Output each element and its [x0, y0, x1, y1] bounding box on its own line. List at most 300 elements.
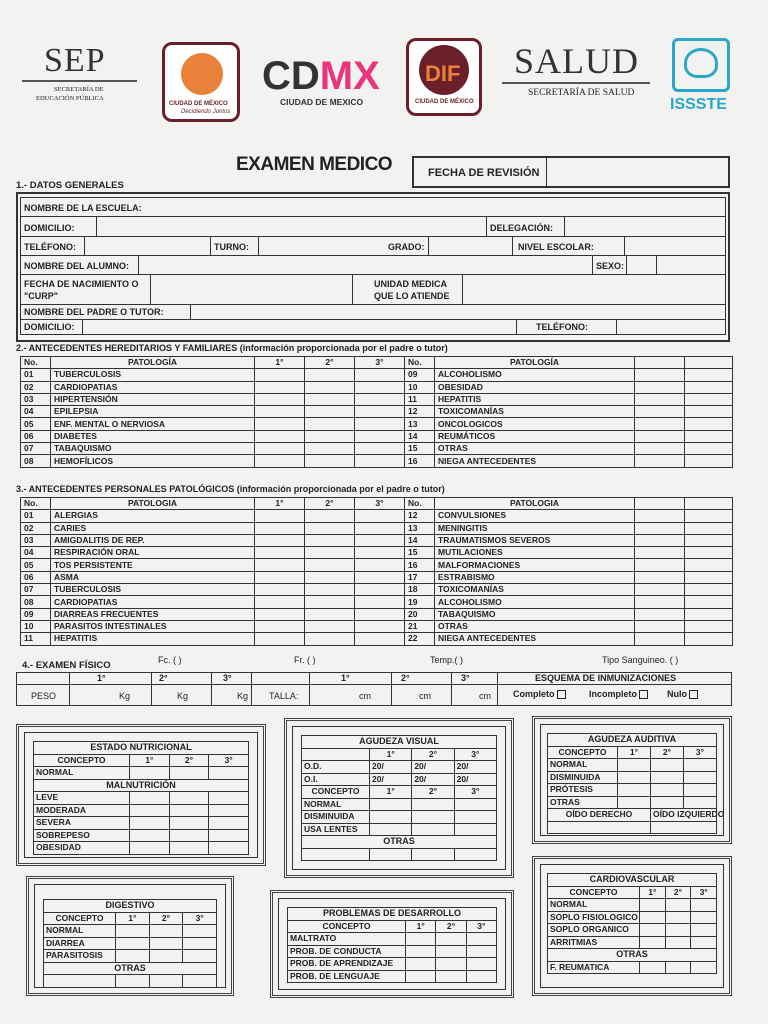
checkbox-cell[interactable] — [635, 510, 685, 522]
table-cell: DISMINUIDA — [548, 771, 618, 784]
checkbox-cell[interactable] — [169, 792, 209, 805]
list-item — [548, 936, 717, 949]
checkbox-cell[interactable] — [635, 596, 685, 608]
table-cell: TABAQUISMO — [51, 443, 255, 455]
checkbox-cell[interactable] — [691, 899, 717, 912]
hands-icon — [684, 48, 718, 78]
checkbox-cell[interactable] — [255, 522, 305, 534]
checkbox-cell[interactable] — [355, 455, 405, 467]
telefono-label: TELÉFONO: — [24, 242, 76, 252]
table-cell: OTRAS — [435, 443, 635, 455]
checkbox-cell[interactable] — [466, 933, 496, 946]
checkbox-cell[interactable] — [640, 924, 666, 937]
checkbox-cell[interactable] — [183, 950, 217, 963]
sep-logo-text: SEP — [44, 42, 106, 79]
checkbox-cell[interactable] — [691, 936, 717, 949]
checkbox-cell[interactable] — [130, 842, 170, 855]
table-cell: 21 — [405, 620, 435, 632]
checkbox-cell[interactable] — [685, 547, 733, 559]
list-item — [34, 829, 249, 842]
checkbox-cell[interactable] — [255, 620, 305, 632]
list-item — [302, 798, 497, 811]
checkbox-cell[interactable] — [355, 381, 405, 393]
table-cell: CARDIOPATIAS — [51, 381, 255, 393]
checkbox-cell[interactable] — [355, 547, 405, 559]
checkbox-cell[interactable] — [255, 608, 305, 620]
table-cell: NORMAL — [302, 798, 370, 811]
checkbox-cell[interactable] — [635, 455, 685, 467]
list-item — [44, 925, 217, 938]
checkbox-cell[interactable] — [685, 381, 733, 393]
table-cell: 04 — [21, 547, 51, 559]
table-cell: 13 — [405, 522, 435, 534]
nivel-escolar-label: NIVEL ESCOLAR: — [518, 242, 594, 252]
checkbox-cell[interactable] — [355, 596, 405, 608]
checkbox-cell[interactable] — [635, 608, 685, 620]
table-cell: 03 — [21, 393, 51, 405]
cdmx-seal-logo: CIUDAD DE MÉXICO Decidiendo Juntos — [162, 42, 240, 122]
checkbox-cell[interactable] — [209, 792, 249, 805]
checkbox-cell[interactable] — [305, 547, 355, 559]
checkbox-cell[interactable] — [412, 811, 454, 824]
checkbox-cell[interactable] — [466, 945, 496, 958]
checkbox-cell[interactable] — [436, 933, 466, 946]
checkbox-cell[interactable] — [355, 584, 405, 596]
table-cell: PROB. DE APRENDIZAJE — [288, 958, 406, 971]
checkbox-cell[interactable] — [685, 418, 733, 430]
checkbox-cell[interactable] — [255, 393, 305, 405]
section-2-title: 2.- ANTECEDENTES HEREDITARIOS Y FAMILIARES (información proporcionada por el padre o tutor) — [16, 343, 448, 353]
list-item — [288, 933, 497, 946]
checkbox-cell[interactable] — [355, 571, 405, 583]
table-cell: NORMAL — [44, 925, 116, 938]
checkbox-cell[interactable] — [305, 608, 355, 620]
checkbox-cell[interactable] — [209, 829, 249, 842]
checkbox-cell[interactable] — [684, 784, 717, 797]
checkbox-cell[interactable] — [355, 430, 405, 442]
table-cell: MALTRATO — [288, 933, 406, 946]
table-cell: 08 — [21, 455, 51, 467]
checkbox-cell[interactable] — [665, 899, 691, 912]
checkbox-cell[interactable] — [635, 559, 685, 571]
checkbox-cell[interactable] — [691, 924, 717, 937]
table-row — [21, 571, 733, 583]
table-cell: SOPLO ORGANICO — [548, 924, 640, 937]
checkbox-cell[interactable] — [635, 571, 685, 583]
unidad-medica-label: UNIDAD MEDICA — [374, 279, 447, 289]
checkbox-cell[interactable] — [651, 796, 684, 809]
table-cell: 09 — [405, 369, 435, 381]
delegacion-label: DELEGACIÓN: — [490, 223, 553, 233]
table-cell: DIARREA — [44, 937, 116, 950]
table-cell: 13 — [405, 418, 435, 430]
checkbox-cell[interactable] — [255, 534, 305, 546]
estado-nutricional-box — [16, 724, 266, 866]
table-cell: CONVULSIONES — [435, 510, 635, 522]
checkbox-cell[interactable] — [169, 842, 209, 855]
table-cell: 16 — [405, 455, 435, 467]
list-item — [288, 970, 497, 983]
escuela-label: NOMBRE DE LA ESCUELA: — [24, 203, 142, 213]
checkbox-cell[interactable] — [685, 608, 733, 620]
section-4-title: 4.- EXAMEN FÍSICO — [22, 660, 111, 671]
table-row — [21, 559, 733, 571]
table-cell: 20 — [405, 608, 435, 620]
table-cell: 07 — [21, 443, 51, 455]
checkbox-cell[interactable] — [635, 443, 685, 455]
checkbox-cell[interactable] — [635, 369, 685, 381]
completo-checkbox[interactable]: Completo — [513, 689, 566, 699]
checkbox-cell[interactable] — [169, 829, 209, 842]
checkbox-cell[interactable] — [183, 925, 217, 938]
table-cell: ENF. MENTAL O NERVIOSA — [51, 418, 255, 430]
checkbox-cell[interactable] — [305, 620, 355, 632]
checkbox-cell[interactable] — [149, 925, 183, 938]
checkbox-cell[interactable] — [466, 970, 496, 983]
table-cell: AMIGDALITIS DE REP. — [51, 534, 255, 546]
checkbox-cell[interactable] — [665, 911, 691, 924]
table-cell: RESPIRACIÓN ORAL — [51, 547, 255, 559]
digestivo-box — [26, 876, 234, 996]
nulo-checkbox[interactable]: Nulo — [667, 689, 698, 699]
checkbox-cell[interactable] — [305, 406, 355, 418]
checkbox-cell[interactable] — [436, 945, 466, 958]
temp-label: Temp.( ) — [430, 655, 464, 665]
checkbox-cell[interactable] — [130, 792, 170, 805]
salud-logo: SALUD SECRETARÍA DE SALUD — [502, 36, 652, 106]
table-cell: PARASITOSIS — [44, 950, 116, 963]
table-cell: PARASITOS INTESTINALES — [51, 620, 255, 632]
table-cell: MALFORMACIONES — [435, 559, 635, 571]
checkbox-cell[interactable] — [454, 823, 496, 836]
sexo-label: SEXO: — [596, 261, 625, 271]
table-cell: ONCOLOGICOS — [435, 418, 635, 430]
checkbox-cell[interactable] — [355, 510, 405, 522]
hereditarios-table — [20, 356, 733, 468]
checkbox-cell[interactable] — [651, 784, 684, 797]
checkbox-cell[interactable] — [635, 406, 685, 418]
checkbox-cell[interactable] — [255, 369, 305, 381]
checkbox-cell[interactable] — [651, 771, 684, 784]
checkbox-cell[interactable] — [255, 559, 305, 571]
checkbox-cell[interactable] — [370, 823, 412, 836]
checkbox-cell[interactable] — [149, 950, 183, 963]
table-cell: OTRAS — [548, 796, 618, 809]
table-cell: DIABETES — [51, 430, 255, 442]
table-cell: 15 — [405, 443, 435, 455]
table-cell: 18 — [405, 584, 435, 596]
checkbox-cell[interactable] — [691, 911, 717, 924]
checkbox-cell[interactable] — [685, 620, 733, 632]
checkbox-cell[interactable] — [355, 620, 405, 632]
checkbox-cell[interactable] — [635, 381, 685, 393]
table-row — [21, 455, 733, 467]
checkbox-cell[interactable] — [116, 950, 150, 963]
table-row — [21, 620, 733, 632]
checkbox-cell[interactable] — [436, 958, 466, 971]
checkbox-cell[interactable] — [209, 804, 249, 817]
checkbox-cell[interactable] — [355, 418, 405, 430]
table-cell: TOXICOMANÍAS — [435, 584, 635, 596]
fecha-revision-box[interactable] — [412, 156, 730, 188]
checkbox-cell[interactable] — [355, 406, 405, 418]
checkbox-cell[interactable] — [355, 534, 405, 546]
checkbox-cell[interactable] — [635, 393, 685, 405]
checkbox-cell[interactable] — [305, 393, 355, 405]
table-cell: PROB. DE LENGUAJE — [288, 970, 406, 983]
problemas-desarrollo-box — [270, 890, 514, 998]
table-cell: HEMOFÍLICOS — [51, 455, 255, 467]
table-cell: NORMAL — [548, 899, 640, 912]
list-item — [548, 924, 717, 937]
table-cell: 03 — [21, 534, 51, 546]
table-cell: ALCOHOLISMO — [435, 596, 635, 608]
nutricional-table: ESTADO NUTRICIONAL CONCEPTO 1° 2° 3° NORMAL MALNUTRICIÓN LEVE MODERADA SEVERA SOBREPESO OBESIDAD — [33, 741, 249, 855]
checkbox-cell[interactable] — [255, 510, 305, 522]
checkbox-cell[interactable] — [635, 522, 685, 534]
checkbox-cell[interactable] — [635, 430, 685, 442]
table-cell: 02 — [21, 522, 51, 534]
table-cell: CARIES — [51, 522, 255, 534]
checkbox-cell[interactable] — [370, 798, 412, 811]
table-cell: SOBREPESO — [34, 829, 130, 842]
esquema-label: ESQUEMA DE INMUNIZACIONES — [535, 673, 677, 683]
checkbox-cell[interactable] — [305, 430, 355, 442]
checkbox-cell[interactable] — [209, 842, 249, 855]
checkbox-cell[interactable] — [665, 936, 691, 949]
checkbox-cell[interactable] — [130, 817, 170, 830]
table-row — [21, 596, 733, 608]
checkbox-cell[interactable] — [685, 455, 733, 467]
checkbox-cell[interactable] — [255, 596, 305, 608]
checkbox-cell[interactable] — [169, 817, 209, 830]
checkbox-cell[interactable] — [305, 534, 355, 546]
checkbox-cell[interactable] — [255, 430, 305, 442]
checkbox-cell[interactable] — [685, 510, 733, 522]
checkbox-cell[interactable] — [305, 443, 355, 455]
cardio-table: CARDIOVASCULAR CONCEPTO 1° 2° 3° NORMAL SOPLO FISIOLOGICO SOPLO ORGANICO ARRITMIAS OTRAS F. REUMATICA — [547, 873, 717, 974]
table-cell: SOPLO FISIOLOGICO — [548, 911, 640, 924]
checkbox-cell[interactable] — [406, 933, 436, 946]
checkbox-cell[interactable] — [305, 571, 355, 583]
checkbox-cell[interactable] — [255, 455, 305, 467]
checkbox-cell[interactable] — [685, 393, 733, 405]
list-item — [288, 958, 497, 971]
checkbox-cell[interactable] — [370, 811, 412, 824]
cdmx-wordmark: CDMX CIUDAD DE MEXICO — [262, 54, 380, 107]
checkbox-cell[interactable] — [406, 970, 436, 983]
checkbox-cell[interactable] — [305, 596, 355, 608]
alumno-label: NOMBRE DEL ALUMNO: — [24, 261, 129, 271]
checkbox-cell[interactable] — [685, 534, 733, 546]
table-cell: PROB. DE CONDUCTA — [288, 945, 406, 958]
checkbox-cell[interactable] — [255, 381, 305, 393]
checkbox-cell[interactable] — [130, 829, 170, 842]
checkbox-cell[interactable] — [685, 522, 733, 534]
checkbox-cell[interactable] — [684, 796, 717, 809]
checkbox-cell[interactable] — [454, 811, 496, 824]
checkbox-cell[interactable] — [685, 633, 733, 645]
checkbox-cell[interactable] — [454, 798, 496, 811]
list-item — [288, 945, 497, 958]
list-item — [548, 784, 717, 797]
checkbox-cell[interactable] — [618, 771, 651, 784]
checkbox-cell[interactable] — [635, 620, 685, 632]
escuela-field[interactable] — [150, 200, 720, 214]
checkbox-cell[interactable] — [685, 571, 733, 583]
checkbox-cell[interactable] — [305, 418, 355, 430]
table-row — [21, 633, 733, 645]
checkbox-cell[interactable] — [305, 633, 355, 645]
checkbox-cell[interactable] — [355, 633, 405, 645]
checkbox-cell[interactable] — [305, 584, 355, 596]
checkbox-cell[interactable] — [412, 823, 454, 836]
table-row — [21, 608, 733, 620]
agudeza-visual-box — [284, 718, 514, 878]
checkbox-cell[interactable] — [685, 369, 733, 381]
checkbox-cell[interactable] — [685, 430, 733, 442]
checkbox-cell[interactable] — [684, 759, 717, 772]
fc-label: Fc. ( ) — [158, 655, 182, 665]
checkbox-cell[interactable] — [685, 559, 733, 571]
checkbox-cell[interactable] — [406, 945, 436, 958]
checkbox-cell[interactable] — [305, 559, 355, 571]
table-cell: 12 — [405, 406, 435, 418]
checkbox-cell[interactable] — [355, 443, 405, 455]
checkbox-cell[interactable] — [618, 759, 651, 772]
checkbox-cell[interactable] — [685, 406, 733, 418]
table-cell: NIEGA ANTECEDENTES — [435, 455, 635, 467]
table-row — [21, 547, 733, 559]
table-cell: 17 — [405, 571, 435, 583]
peso-label: PESO — [31, 691, 57, 701]
checkbox-cell[interactable] — [640, 936, 666, 949]
checkbox-cell[interactable] — [209, 817, 249, 830]
list-item — [34, 842, 249, 855]
table-cell: TOXICOMANÍAS — [435, 406, 635, 418]
table-cell: LEVE — [34, 792, 130, 805]
curp-field[interactable] — [150, 274, 350, 304]
table-cell: DISMINUIDA — [302, 811, 370, 824]
checkbox-cell[interactable] — [635, 547, 685, 559]
checkbox-cell[interactable] — [149, 937, 183, 950]
checkbox-icon[interactable] — [689, 690, 698, 699]
table-cell: OTRAS — [435, 620, 635, 632]
table-cell: DIARREAS FRECUENTES — [51, 608, 255, 620]
table-cell: HEPATITIS — [51, 633, 255, 645]
peso-talla-box: 1° 2° 3° 1° 2° 3° ESQUEMA DE INMUNIZACIONES PESO Kg Kg Kg TALLA: cm cm cm Completo Incompleto Nulo — [16, 672, 732, 706]
checkbox-cell[interactable] — [635, 584, 685, 596]
table-cell: 15 — [405, 547, 435, 559]
checkbox-cell[interactable] — [618, 796, 651, 809]
checkbox-cell[interactable] — [406, 958, 436, 971]
checkbox-cell[interactable] — [355, 522, 405, 534]
checkbox-cell[interactable] — [169, 804, 209, 817]
table-row — [21, 430, 733, 442]
checkbox-cell[interactable] — [640, 899, 666, 912]
checkbox-icon[interactable] — [557, 690, 566, 699]
table-cell: TRAUMATISMOS SEVEROS — [435, 534, 635, 546]
table-cell: 04 — [21, 406, 51, 418]
checkbox-icon[interactable] — [639, 690, 648, 699]
checkbox-cell[interactable] — [618, 784, 651, 797]
table-cell: ALCOHOLISMO — [435, 369, 635, 381]
table-cell: ARRITMIAS — [548, 936, 640, 949]
checkbox-cell[interactable] — [355, 608, 405, 620]
auditiva-table: AGUDEZA AUDITIVA CONCEPTO 1° 2° 3° NORMAL DISMINUIDA PRÓTESIS OTRAS OÍDO DERECHO OÍDO IZQUIERDO — [547, 733, 717, 834]
checkbox-cell[interactable] — [255, 547, 305, 559]
checkbox-cell[interactable] — [130, 804, 170, 817]
incompleto-checkbox[interactable]: Incompleto — [589, 689, 648, 699]
checkbox-cell[interactable] — [255, 633, 305, 645]
checkbox-cell[interactable] — [685, 443, 733, 455]
checkbox-cell[interactable] — [355, 369, 405, 381]
checkbox-cell[interactable] — [255, 443, 305, 455]
checkbox-cell[interactable] — [355, 393, 405, 405]
table-row — [21, 393, 733, 405]
checkbox-cell[interactable] — [685, 596, 733, 608]
list-item — [548, 911, 717, 924]
checkbox-cell[interactable] — [116, 937, 150, 950]
table-cell: CARDIOPATIAS — [51, 596, 255, 608]
checkbox-cell[interactable] — [183, 937, 217, 950]
checkbox-cell[interactable] — [640, 911, 666, 924]
table-cell: MENINGITIS — [435, 522, 635, 534]
checkbox-cell[interactable] — [635, 418, 685, 430]
table-cell: 01 — [21, 369, 51, 381]
checkbox-cell[interactable] — [684, 771, 717, 784]
checkbox-cell[interactable] — [305, 455, 355, 467]
list-item — [548, 759, 717, 772]
table-cell: 02 — [21, 381, 51, 393]
table-cell: PRÓTESIS — [548, 784, 618, 797]
table-cell: ESTRABISMO — [435, 571, 635, 583]
checkbox-cell[interactable] — [466, 958, 496, 971]
checkbox-cell[interactable] — [305, 381, 355, 393]
table-row — [21, 443, 733, 455]
list-item — [44, 937, 217, 950]
section-1-title: 1.- DATOS GENERALES — [16, 180, 124, 191]
talla-label: TALLA: — [269, 691, 299, 701]
checkbox-cell[interactable] — [635, 534, 685, 546]
checkbox-cell[interactable] — [412, 798, 454, 811]
table-cell: 22 — [405, 633, 435, 645]
checkbox-cell[interactable] — [255, 406, 305, 418]
dif-logo: DIF CIUDAD DE MÉXICO — [406, 38, 482, 116]
checkbox-cell[interactable] — [116, 925, 150, 938]
checkbox-cell[interactable] — [355, 559, 405, 571]
checkbox-cell[interactable] — [635, 633, 685, 645]
table-cell: 08 — [21, 596, 51, 608]
table-row — [21, 534, 733, 546]
checkbox-cell[interactable] — [651, 759, 684, 772]
table-cell: TABAQUISMO — [435, 608, 635, 620]
table-cell: OBESIDAD — [435, 381, 635, 393]
checkbox-cell[interactable] — [255, 571, 305, 583]
checkbox-cell[interactable] — [255, 418, 305, 430]
table-cell: 11 — [405, 393, 435, 405]
checkbox-cell[interactable] — [685, 584, 733, 596]
checkbox-cell[interactable] — [305, 369, 355, 381]
list-item — [548, 771, 717, 784]
checkbox-cell[interactable] — [305, 522, 355, 534]
digestivo-table: DIGESTIVO CONCEPTO 1° 2° 3° NORMAL DIARREA PARASITOSIS OTRAS — [43, 899, 217, 988]
checkbox-cell[interactable] — [436, 970, 466, 983]
checkbox-cell[interactable] — [305, 510, 355, 522]
table-cell: HEPATITIS — [435, 393, 635, 405]
checkbox-cell[interactable] — [255, 584, 305, 596]
checkbox-cell[interactable] — [665, 924, 691, 937]
